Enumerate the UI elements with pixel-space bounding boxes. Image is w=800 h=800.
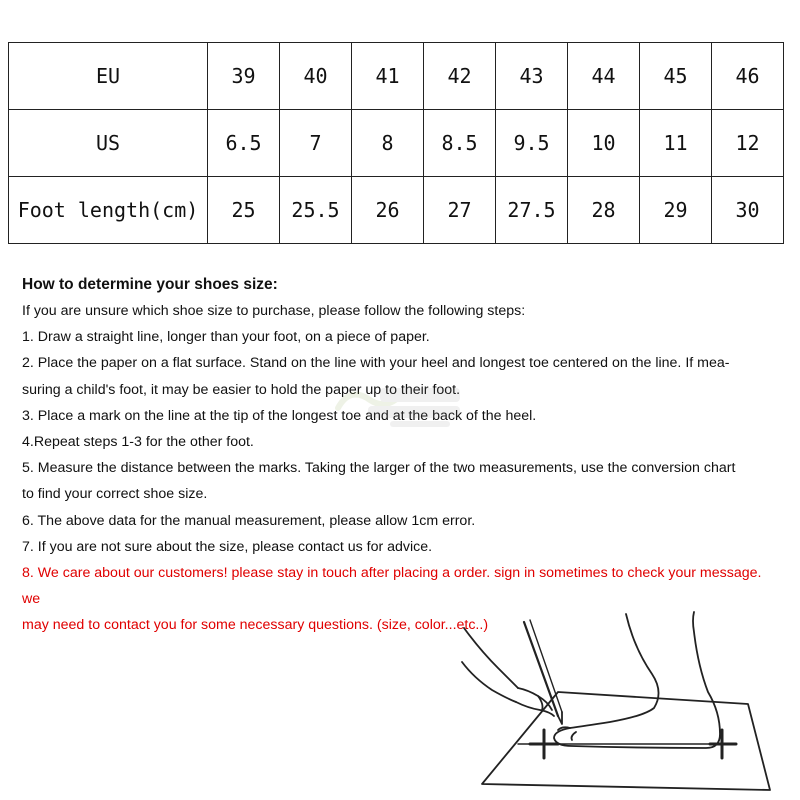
row-label-foot-length: Foot length(cm)	[9, 177, 208, 244]
table-cell: 44	[568, 43, 640, 110]
table-cell: 28	[568, 177, 640, 244]
table-cell: 46	[712, 43, 784, 110]
guide-step: 7. If you are not sure about the size, please contact us for advice.	[22, 538, 433, 555]
guide-step: 3. Place a mark on the line at the tip of the longest toe and at the back of the heel.	[22, 407, 537, 424]
customer-note: may need to contact you for some necessary questions. (size, color...etc..)	[22, 617, 489, 634]
table-cell: 12	[712, 110, 784, 177]
guide-step: to find your correct shoe size.	[22, 486, 208, 503]
table-cell: 8.5	[424, 110, 496, 177]
table-cell: 7	[280, 110, 352, 177]
table-cell: 11	[640, 110, 712, 177]
table-cell: 42	[424, 43, 496, 110]
guide-intro: If you are unsure which shoe size to purchase, please follow the following steps:	[22, 303, 526, 319]
table-cell: 27.5	[496, 177, 568, 244]
table-cell: 27	[424, 177, 496, 244]
table-cell: 25.5	[280, 177, 352, 244]
guide-step: 6. The above data for the manual measurement, please allow 1cm error.	[22, 512, 476, 529]
table-cell: 30	[712, 177, 784, 244]
customer-note: 8. We care about our customers! please stay in touch after placing a order. sign in sometimes to check your message. we	[22, 565, 762, 608]
table-cell: 6.5	[208, 110, 280, 177]
table-cell: 39	[208, 43, 280, 110]
guide-step: suring a child's foot, it may be easier to hold the paper up to their foot.	[22, 381, 461, 398]
table-cell: 41	[352, 43, 424, 110]
foot-measuring-icon	[458, 592, 788, 797]
row-label-eu: EU	[9, 43, 208, 110]
table-row-foot-length	[9, 177, 784, 244]
table-row-eu	[9, 43, 784, 110]
guide-step: 1. Draw a straight line, longer than your foot, on a piece of paper.	[22, 329, 430, 346]
table-cell: 45	[640, 43, 712, 110]
guide-step: 5. Measure the distance between the marks. Taking the larger of the two measurements, use the conversion chart	[22, 460, 736, 477]
table-cell: 8	[352, 110, 424, 177]
table-cell: 26	[352, 177, 424, 244]
guide-title: How to determine your shoes size:	[22, 276, 278, 293]
table-cell: 29	[640, 177, 712, 244]
table-cell: 25	[208, 177, 280, 244]
size-conversion-table	[8, 42, 784, 244]
guide-step: 4.Repeat steps 1-3 for the other foot.	[22, 434, 254, 451]
row-label-us: US	[9, 110, 208, 177]
table-cell: 40	[280, 43, 352, 110]
size-guide	[22, 272, 782, 639]
table-cell: 10	[568, 110, 640, 177]
table-cell: 43	[496, 43, 568, 110]
table-cell: 9.5	[496, 110, 568, 177]
table-row-us	[9, 110, 784, 177]
guide-step: 2. Place the paper on a flat surface. Stand on the line with your heel and longest toe centered on the line. If mea-	[22, 355, 730, 372]
